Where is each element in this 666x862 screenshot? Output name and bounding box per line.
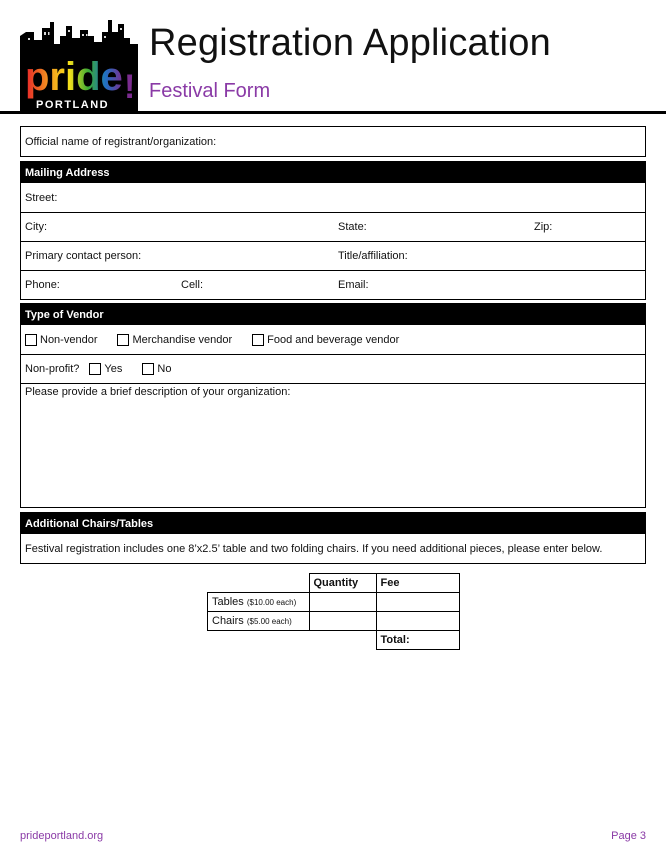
chairs-label-cell	[208, 612, 310, 631]
footer-page-number: Page 3	[611, 830, 646, 842]
registrant-section	[20, 126, 646, 157]
nonprofit-row	[21, 354, 645, 383]
non-vendor-label: Non-vendor	[40, 333, 98, 346]
zip-field[interactable]	[534, 213, 552, 241]
registrant-name-label: Official name of registrant/organization:	[25, 135, 217, 148]
total-spacer	[208, 631, 310, 650]
mailing-address-heading: Mailing Address	[21, 162, 645, 183]
total-field[interactable]	[376, 631, 459, 650]
chairs-row	[208, 612, 460, 631]
tables-label: Tables	[212, 596, 244, 608]
food-beverage-vendor-label: Food and beverage vendor	[267, 333, 400, 346]
phone-field[interactable]	[25, 271, 60, 299]
nonprofit-yes-option[interactable]	[89, 363, 122, 375]
chairs-fee-input[interactable]	[376, 612, 459, 631]
fee-table-header-row	[208, 574, 460, 593]
state-label: State:	[338, 221, 367, 233]
additional-chairs-tables-section	[20, 512, 646, 564]
quantity-header: Quantity	[309, 574, 376, 593]
tables-quantity-input[interactable]	[309, 593, 376, 612]
cell-field[interactable]	[181, 271, 203, 299]
tables-price: ($10.00 each)	[246, 598, 297, 607]
contact-person-field[interactable]	[25, 242, 141, 270]
title-affiliation-label: Title/affiliation:	[338, 250, 408, 262]
description-field[interactable]	[21, 383, 645, 507]
non-vendor-checkbox[interactable]	[25, 334, 37, 346]
merchandise-vendor-label: Merchandise vendor	[132, 333, 233, 346]
mailing-address-section	[20, 161, 646, 300]
chairs-label: Chairs	[212, 615, 244, 627]
tables-row	[208, 593, 460, 612]
vendor-section	[20, 303, 646, 508]
vendor-heading: Type of Vendor	[21, 304, 645, 325]
non-vendor-option[interactable]	[25, 334, 97, 346]
header-rule	[0, 111, 666, 114]
street-field[interactable]	[21, 183, 645, 212]
pride-portland-logo	[20, 18, 138, 112]
additional-chairs-tables-heading: Additional Chairs/Tables	[21, 513, 645, 534]
page-subtitle: Festival Form	[149, 80, 271, 102]
contact-person-label: Primary contact person:	[25, 250, 142, 262]
vendor-type-row	[21, 325, 645, 354]
registrant-name-field[interactable]	[21, 127, 645, 156]
chairs-price: ($5.00 each)	[246, 617, 292, 626]
contact-row	[21, 241, 645, 270]
additional-note: Festival registration includes one 8’x2.5’ table and two folding chairs. If you need additional pieces, please enter below.	[25, 542, 603, 555]
phone-row	[21, 270, 645, 299]
tables-label-cell	[208, 593, 310, 612]
total-label: Total:	[380, 634, 410, 646]
street-label: Street:	[25, 191, 58, 204]
nonprofit-no-checkbox[interactable]	[142, 363, 154, 375]
food-beverage-vendor-checkbox[interactable]	[252, 334, 264, 346]
additional-note-row	[21, 534, 645, 563]
nonprofit-yes-checkbox[interactable]	[89, 363, 101, 375]
city-field[interactable]	[25, 213, 47, 241]
logo-word: pride	[25, 55, 123, 99]
city-label: City:	[25, 221, 47, 233]
zip-label: Zip:	[534, 221, 553, 233]
email-label: Email:	[338, 279, 369, 291]
footer-site-link[interactable]: prideportland.org	[20, 830, 104, 842]
fee-table	[207, 573, 460, 650]
tables-fee-input[interactable]	[376, 593, 459, 612]
phone-label: Phone:	[25, 279, 60, 291]
title-affiliation-field[interactable]	[338, 242, 408, 270]
fee-table-corner	[208, 574, 310, 593]
description-label: Please provide a brief description of your organization:	[25, 386, 291, 398]
nonprofit-label: Non-profit?	[25, 363, 80, 375]
fee-header: Fee	[376, 574, 459, 593]
chairs-quantity-input[interactable]	[309, 612, 376, 631]
merchandise-vendor-option[interactable]	[117, 334, 232, 346]
nonprofit-no-label: No	[157, 363, 172, 375]
nonprofit-no-option[interactable]	[142, 363, 171, 375]
page-title: Registration Application	[149, 22, 551, 64]
merchandise-vendor-checkbox[interactable]	[117, 334, 129, 346]
total-spacer-2	[309, 631, 376, 650]
cell-label: Cell:	[181, 279, 204, 291]
svg-text:!: !	[124, 68, 136, 106]
nonprofit-yes-label: Yes	[104, 363, 123, 375]
city-state-zip-row	[21, 212, 645, 241]
total-row	[208, 631, 460, 650]
logo-subword: PORTLAND	[36, 99, 110, 111]
state-field[interactable]	[338, 213, 367, 241]
food-beverage-vendor-option[interactable]	[252, 334, 399, 346]
email-field[interactable]	[338, 271, 369, 299]
